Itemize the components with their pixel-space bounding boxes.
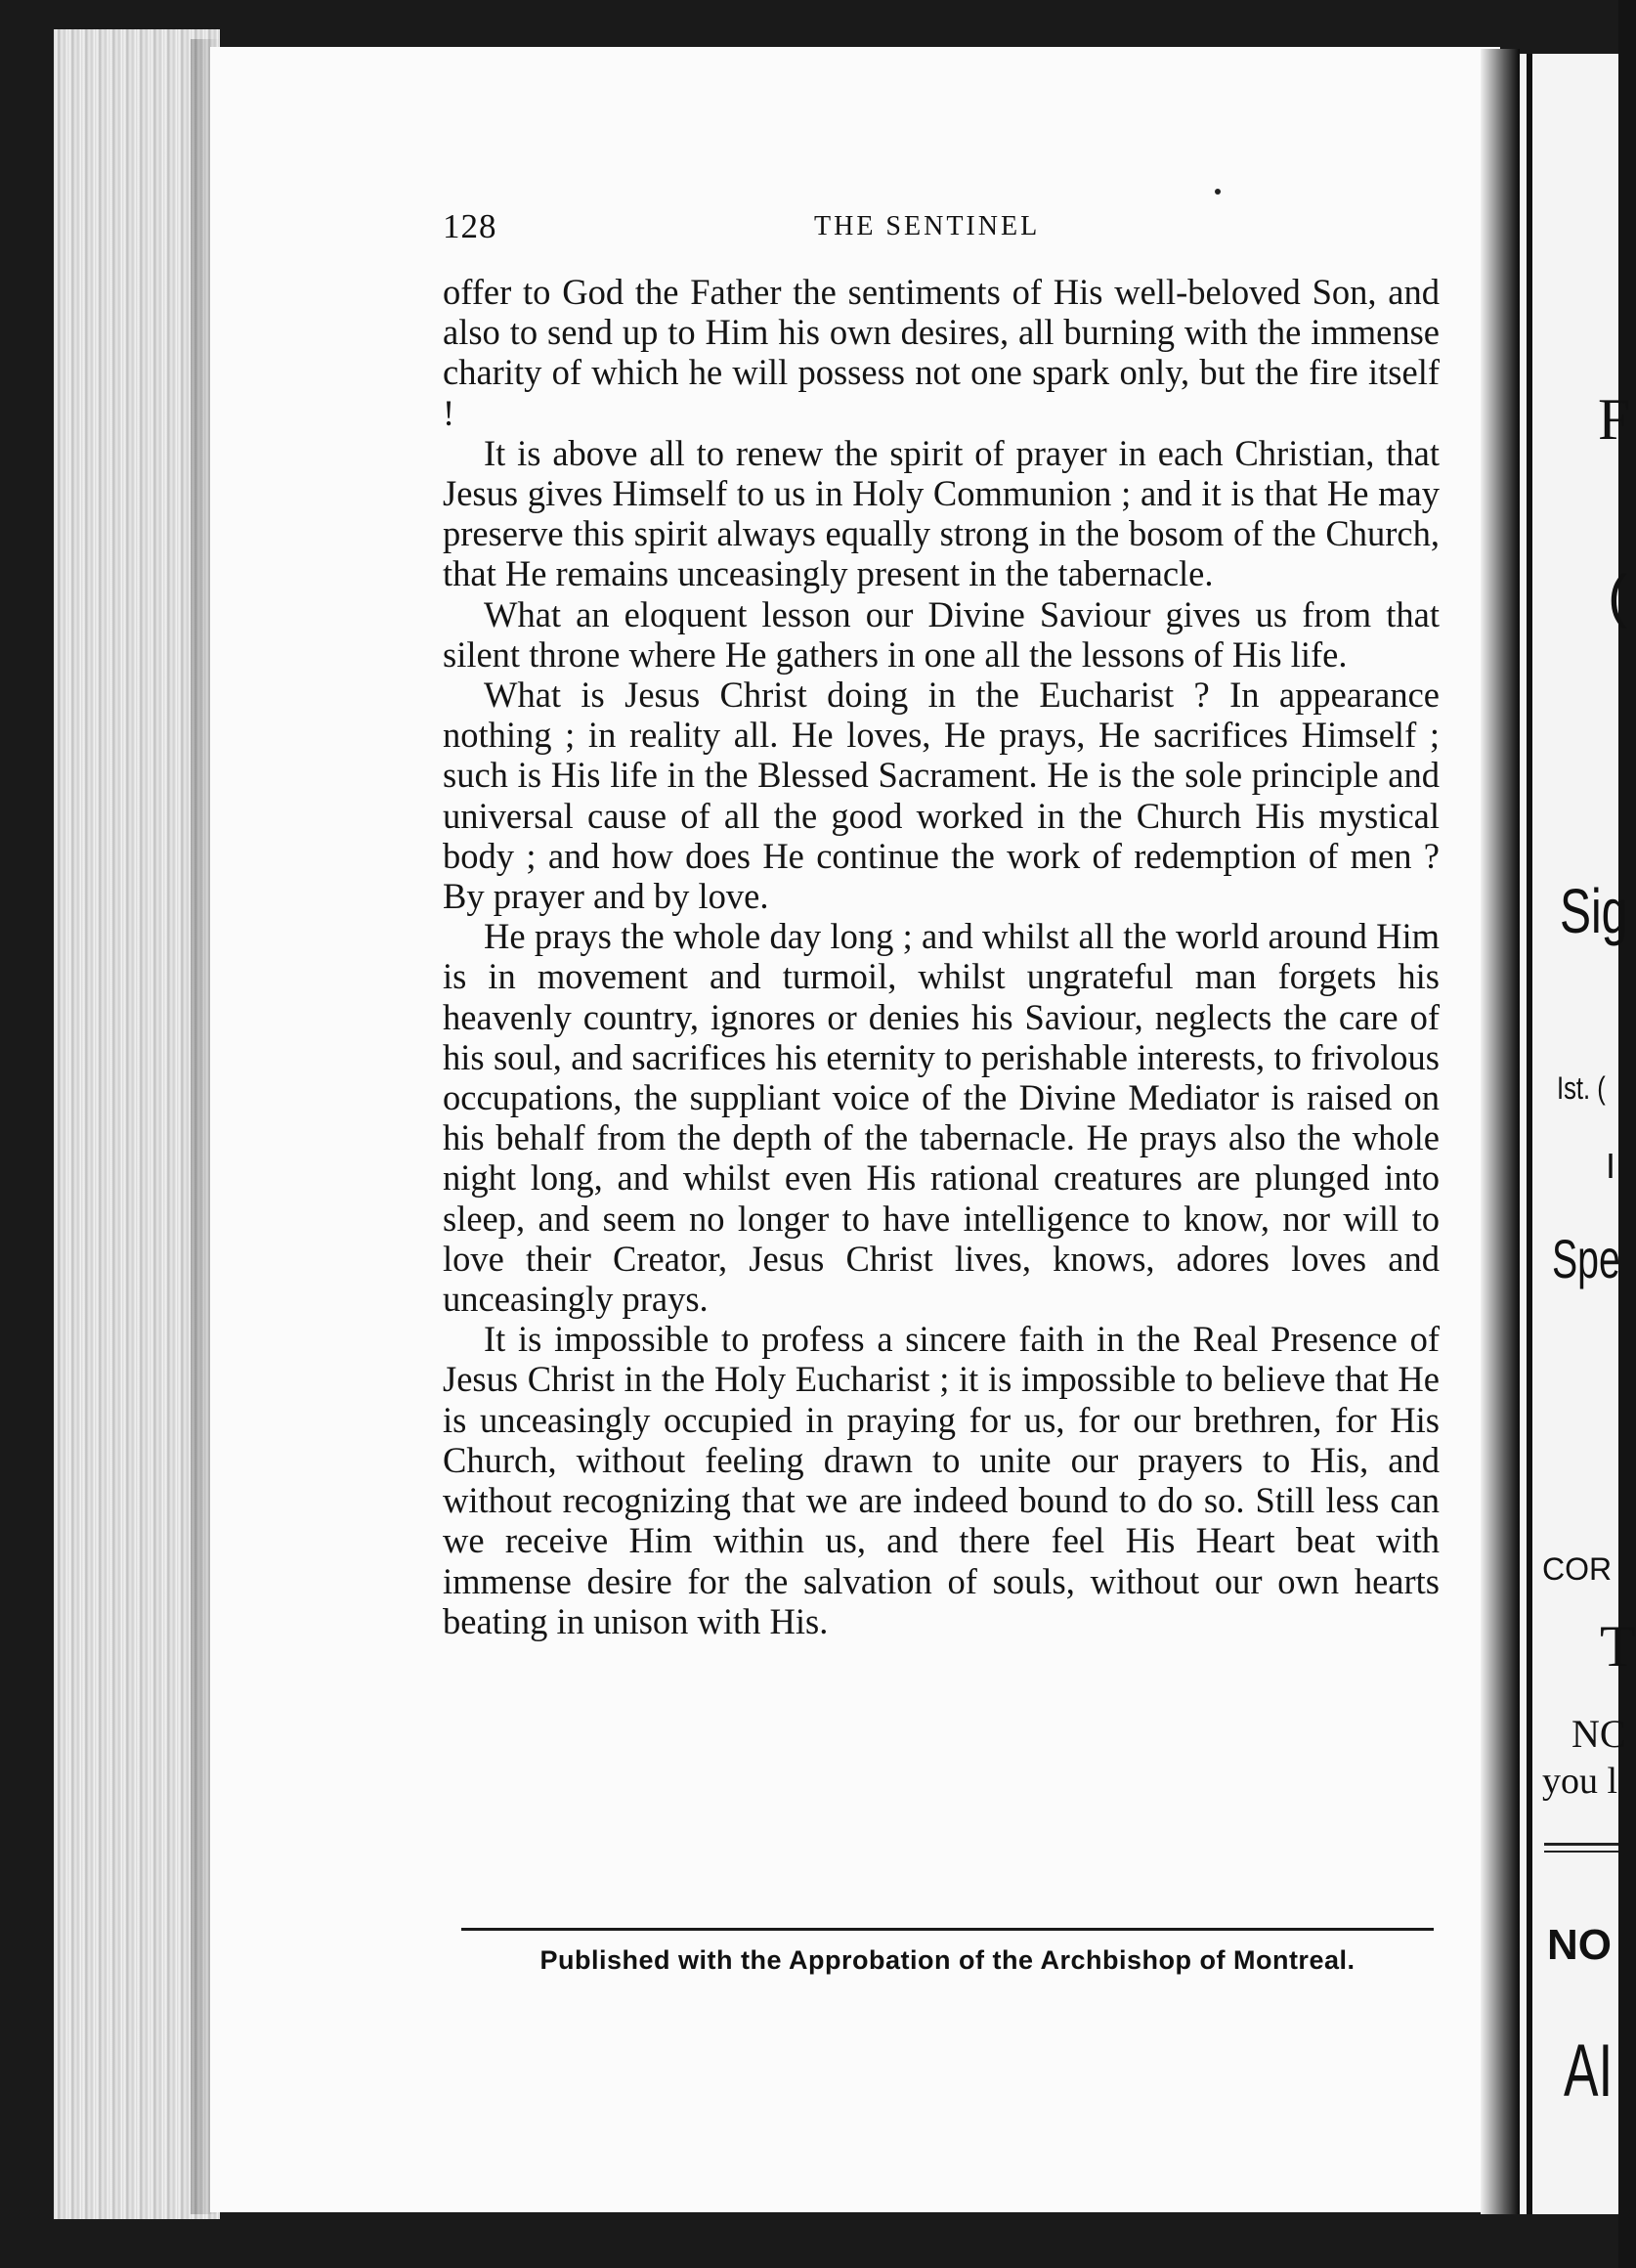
facing-fragment: T bbox=[1600, 1614, 1636, 1679]
facing-fragment: F bbox=[1598, 387, 1631, 452]
page-number: 128 bbox=[443, 207, 497, 245]
body-text bbox=[443, 272, 1440, 1641]
paragraph: offer to God the Father the sentiments of His well-beloved Son, and also to send up to Him his own desires, all burning with the immense charity of which he will possess not one spark only, but the fire itself ! bbox=[443, 272, 1440, 433]
facing-fragment: NO bbox=[1547, 1921, 1612, 1969]
facing-page-border bbox=[1527, 54, 1532, 2214]
footer-rule bbox=[461, 1928, 1434, 1931]
paragraph: What an eloquent lesson our Divine Saviour gives us from that silent throne where He gathers in one all the lessons of His life. bbox=[443, 593, 1440, 675]
facing-fragment: Ist. ( bbox=[1557, 1070, 1606, 1106]
facing-fragment: COR bbox=[1542, 1551, 1613, 1587]
approbation-note: Published with the Approbation of the Archbishop of Montreal. bbox=[539, 1945, 1356, 1975]
facing-page-fragment bbox=[1520, 54, 1618, 2214]
page-header bbox=[443, 207, 1420, 246]
facing-fragment: NC bbox=[1571, 1712, 1626, 1756]
paragraph: He prays the whole day long ; and whilst all the world around Him is in movement and turmoil, whilst ungrateful man forgets his heavenly country, ignores or denies his Saviour, neglects the care of his soul, and sacrifices his eternity to perishable interests, to frivolous occupations, the suppliant voice of the Divine Mediator is raised on his behalf from the depth of the tabernacle. He prays also the whole night long, and whilst even His rational creatures are plunged into sleep, and seem no longer to have intelligence to know, nor will to love their Creator, Jesus Christ lives, knows, adores loves and unceasingly prays. bbox=[443, 916, 1440, 1320]
facing-fragment: Spe bbox=[1552, 1228, 1620, 1289]
paragraph: It is impossible to profess a sincere faith in the Real Presence of Jesus Christ in the Holy Eucharist ; it is impossible to believe that He is unceasingly occupied in praying for us, for our brethren, for His Church, without feeling drawn to unite our prayers to His, and without recognizing that we are indeed bound to do so. Still less can we receive Him within us, and there feel His Heart beat with immense desire for the salvation of souls, without our own hearts beating in unison with His. bbox=[443, 1319, 1440, 1641]
paragraph: What is Jesus Christ doing in the Eucharist ? In appearance nothing ; in reality all. He loves, He prays, He sacrifices Himself ; such is His life in the Blessed Sacrament. He is the sole principle and universal cause of all the good worked in the Church His mystical body ; and how does He continue the work of redemption of men ? By prayer and by love. bbox=[443, 675, 1440, 917]
facing-rule bbox=[1544, 1851, 1618, 1853]
facing-fragment: ( bbox=[1608, 563, 1627, 629]
facing-fragment: AI bbox=[1564, 2029, 1614, 2113]
running-head: THE SENTINEL bbox=[814, 211, 1041, 241]
print-speck bbox=[1215, 189, 1221, 195]
facing-fragment: I bbox=[1606, 1146, 1616, 1186]
facing-fragment: Sig bbox=[1560, 876, 1628, 946]
facing-fragment: you l bbox=[1542, 1761, 1618, 1802]
book-gutter bbox=[1481, 49, 1520, 2214]
facing-rule bbox=[1544, 1843, 1618, 1846]
paragraph: It is above all to renew the spirit of prayer in each Christian, that Jesus gives Himself to us in Holy Communion ; and it is that He may preserve this spirit always equally strong in the bosom of the Church, that He remains unceasingly present in the tabernacle. bbox=[443, 432, 1440, 594]
